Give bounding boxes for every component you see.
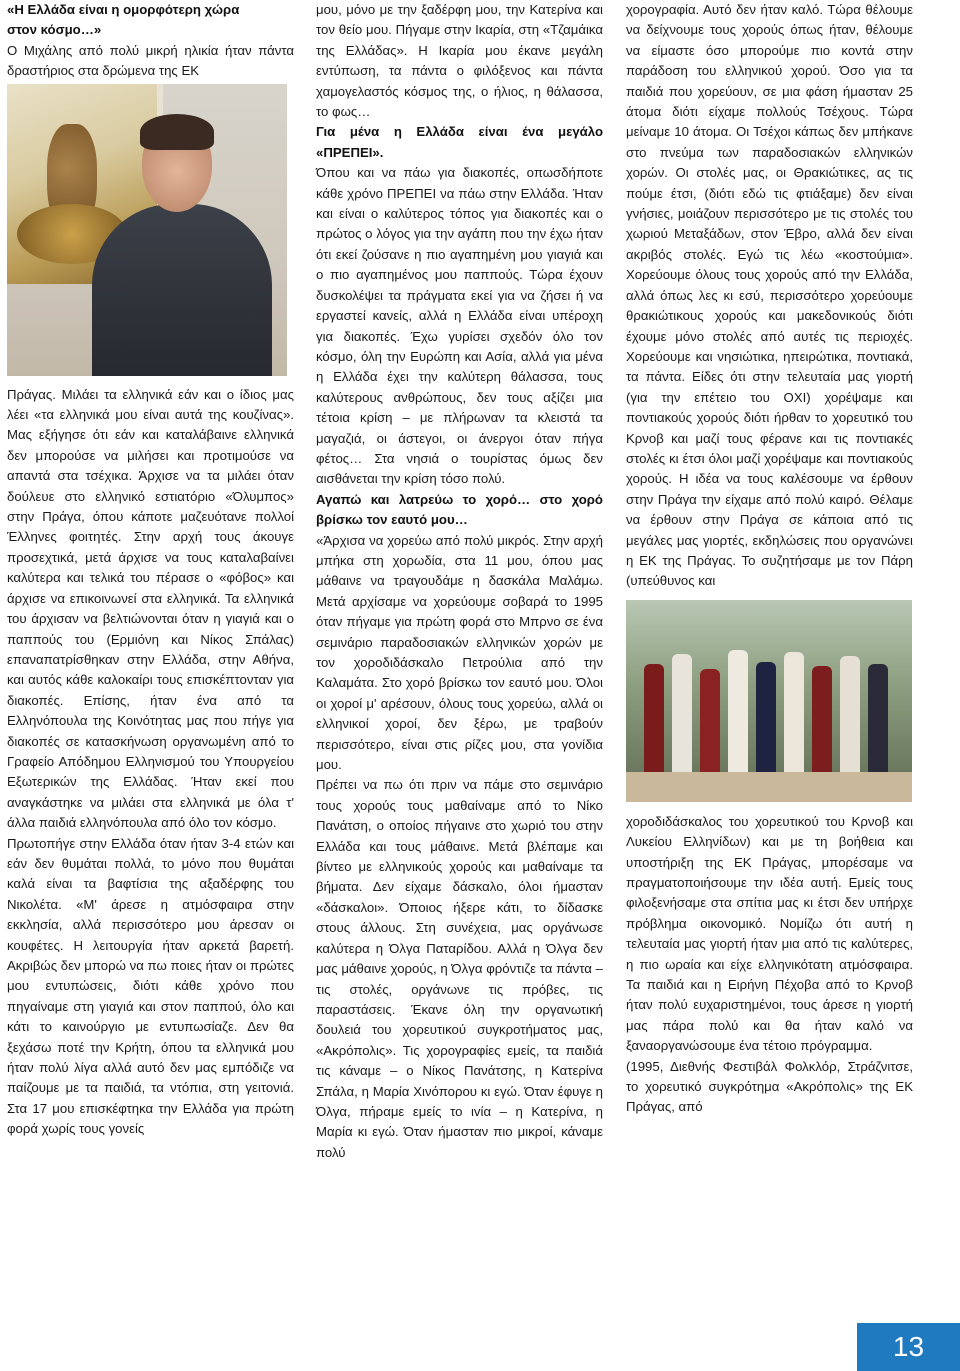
dancer-figure	[812, 666, 832, 774]
title-line-2: στον κόσμο…»	[7, 22, 102, 38]
dancer-figure	[868, 664, 888, 774]
col3-paragraph-2: χοροδιδάσκαλος του χορευτικού του Κρνοβ και Λυκείου Ελληνίδων) και με τη βοήθεια και υποστήριξη της ΕΚ Πράγας, μπορέσαμε να πραγματοποιήσουμε την ιδέα αυτή. Εμείς τους φιλοξενήσαμε στα σπίτια μας κι έτσι δεν υπήρχε πρόβλημα οικονομικό. Νομίζω ότι αυτή η τελευταία μας γιορτή ήταν μια από τις καλύτερες, η πιο ωραία και είχε ελληνικότατη ατμόσφαιρα. Τα παιδιά και η Ειρήνη Πέχοβα από το Κρνοβ ήταν πολύ ευχαριστημένοι, τους άρεσε η γιορτή μας πάρα πολύ και θα ήταν καλό να ξαναοργανώσουμε ένα τέτοιο πρόγραμμα.	[626, 813, 913, 1054]
lead-paragraph: Ο Μιχάλης από πολύ μικρή ηλικία ήταν πάντα δραστήριος στα δρώμενα της ΕΚ	[7, 42, 294, 79]
article-title	[7, 0, 294, 41]
col3-paragraph-3: (1995, Διεθνής Φεστιβάλ Φολκλόρ, Στράζνιτσε, το χορευτικό συγκρότημα «Ακρόπολις» της ΕΚ Πράγας, από	[626, 1058, 913, 1115]
stage-floor	[626, 772, 912, 802]
dancer-figure	[728, 650, 748, 774]
column-2	[316, 0, 603, 1163]
col2-paragraph-1: μου, μόνο με την ξαδέρφη μου, την Κατερίνα και τον θείο μου. Πήγαμε στην Ικαρία, στη «Τζαμάικα της Ελλάδας». Η Ικαρία μου έκανε μεγάλη εντύπωση, τα πάντα ο φιλόξενος και πάντα χαμογελαστός κόσμος της, ο ήλιος, η θάλασσα, το φως…	[316, 2, 603, 120]
col2-paragraph-4: Πρέπει να πω ότι πριν να πάμε στο σεμινάριο τους χορούς τους μαθαίναμε από το Νίκο Πανάτση, ο οποίος πήγαινε στο χωριό του στην Ελλάδα και τους μάθαινε. Μετά βλέπαμε και βίντεο με ελληνικούς χορούς και μαθαίναμε τα βήματα. Δεν είχαμε δάσκαλο, όλοι ήμασταν «δάσκαλοι». Όποιος ήξερε κάτι, το δίδασκε στους άλλους. Στη συνέχεια, μας οργάνωσε καλύτερα η Όλγα Παταρίδου. Αλλά η Όλγα δεν μας μάθαινε χορούς, η Όλγα φρόντιζε τα πάντα – τις στολές, οργάνωνε τις πρόβες, τις παραστάσεις. Έκανε όλη την οργανωτική δουλειά του χορευτικού συγκροτήματος μας, «Ακρόπολις». Τις χορογραφίες εμείς, τα παιδιά τις κάναμε – ο Νίκος Πανάτσης, η Κατερίνα Σπάλα, η Μαρία Χινόπορου κι εγώ. Όταν έφυγε η Όλγα, πήραμε εμείς το ιvία – η Κατερίνα, η Μαρία κι εγώ. Όταν ήμασταν πιο μικροί, κάναμε πολύ	[316, 777, 603, 1160]
col2-paragraph-2: Όπου και να πάω για διακοπές, οπωσδήποτε κάθε χρόνο ΠΡΕΠΕΙ να πάω στην Ελλάδα. Ήταν και είναι ο καλύτερος τόπος για διακοπές και ο πρώτος ο λόγος για την αγάπη που την έχω ήταν ότι εκεί ζούσανε η πιο αγαπημένη μου γιαγιά και ο πιο αγαπημένος μου παππούς. Τώρα έχουν δυσκολέψει τα πράγματα εκεί για να ζήσει ή να εργαστεί κανείς, αλλά η Ελλάδα είναι υπέροχη για διακοπές. Έχω γυρίσει σχεδόν όλο τον κόσμο, όλη την Ευρώπη και Ασία, αλλά για μένα η Ελλάδα έχει την καλύτερη θάλασσα, τους καλύτερους ανθρώπους, δεν τους αξίζει μια τέτοια κρίση – με πλήρωναν τα κλειστά τα μαγαζιά, οι άστεγοι, οι άνεργοι όταν πήγα φέτος… Στα νησιά ο τουρίστας όμως δεν αισθάνεται την κρίση τόσο πολύ.	[316, 165, 603, 487]
dancer-figure	[840, 656, 860, 774]
portrait-photo	[7, 84, 287, 376]
title-line-1: «Η Ελλάδα είναι η ομορφότερη χώρα	[7, 2, 240, 17]
person-hair	[140, 114, 214, 150]
column-3	[626, 0, 913, 1118]
col1-paragraph-2: Πρωτοπήγε στην Ελλάδα όταν ήταν 3-4 ετών και εάν δεν θυμάται πολλά, το μόνο που θυμάται καλά είναι τα βαφτίσια της αξαδέρφης του Νικολέτα. «Μ' άρεσε η ατμόσφαιρα στην εκκλησία, αλλά περισσότερο μου άρεσαν οι κουφέτες. Η λειτουργία ήταν αρκετά βαρετή. Ακριβώς δεν μπορώ να πω ποιες ήταν οι πρώτες μου εντυπώσεις, διότι κάθε χρόνο που πηγαίναμε στη γιαγιά και στον παππού, όλο και κάτι το καινούργιο με εντυπωσίαζε. Δεν θα ξεχάσω ποτέ την Κρήτη, όπου τα ελληνικά μου ήταν πολύ λίγα αλλά αυτό δεν μας εμπόδιζε να παίζουμε με τα παιδιά, τα ντόπια, στη γειτονιά. Στα 17 μου επισκέφτηκα την Ελλάδα για πρώτη φορά χωρίς τους γονείς	[7, 835, 294, 1137]
dancer-figure	[756, 662, 776, 774]
dancer-figure	[672, 654, 692, 774]
dancers-photo	[626, 600, 912, 802]
col2-heading-2: Αγαπώ και λατρεύω το χορό… στο χορό βρίσκω τον εαυτό μου…	[316, 491, 603, 528]
col2-heading-1: Για μένα η Ελλάδα είναι ένα μεγάλο «ΠΡΕΠΕΙ».	[316, 124, 603, 160]
page-number-badge: 13	[857, 1323, 960, 1371]
col2-paragraph-3: «Άρχισα να χορεύω από πολύ μικρός. Στην αρχή μπήκα στη χορωδία, στα 11 μου, όπου μας μάθαινε να τραγουδάμε η δασκάλα Μαλάμω. Μετά αρχίσαμε να χορεύουμε σοβαρά το 1995 όταν πήγαμε για πρώτη φορά στο Μπρνο σε ένα σεμινάριο παραδοσιακών ελληνικών χορών με τον χοροδιδάσκαλο Πετρούλια από την Καλαμάτα. Στο χορό βρίσκω τον εαυτό μου. Όλοι οι χοροί μ' αρέσουν, όλους τους χορεύω, αλλά οι ελληνικοί χοροί, δεν ξέρω, με τραβούν περισσότερο, είναι στις ρίζες μου, στα γονίδια μου.	[316, 532, 603, 773]
dancer-figure	[784, 652, 804, 774]
dancer-figure	[700, 669, 720, 774]
dancer-figure	[644, 664, 664, 774]
col3-paragraph-1: χορογραφία. Αυτό δεν ήταν καλό. Τώρα θέλουμε να δείχνουμε τους χορούς όπως ήταν, θέλουμε να είμαστε όσο μπορούμε πιο κοντά στην παράδοση του ελληνικού χορού. Όσο για τα παιδιά που χορεύουν, σε μια φάση ήμασταν 25 άτομα διότι είχαμε πολλούς Τσέχους. Τώρα μείναμε 10 άτομα. Οι Τσέχοι κάπως δεν μπήκανε στο πνεύμα των παραδοσιακών ελληνικών χορών. Οι στολές μας, οι Θρακιώτικες, ας τις πούμε έτσι, (διότι εδώ τις φτιάξαμε) δεν είναι γνήσιες, μοιάζουν περισσότερο με τις στολές του χωριού Μεταξάδων, στον Έβρο, αλλά δεν είναι ακριβός στολές. Εγώ τις λέω «κοστούμια». Χορεύουμε όλους τους χορούς από την Ελλάδα, αλλά όπως λες κι εσύ, περισσότερο χορεύουμε θρακιώτικους χορούς και μακεδονικούς διότι έχουμε μόνο στολές από αυτές τις περιοχές. Χορεύουμε και νησιώτικα, ηπειρώτικα, ποντιακά, τα πάντα. Είδες ότι στην τελευταία μας γιορτή (για την επέτειο του ΟΧΙ) χορέψαμε και ποντιακούς χορούς διότι ήρθαν το χορευτικό του Κρνοβ και μαζί τους φέρανε και τις ποντιακές στολές κι έτσι όλοι μαζί χορέψαμε και ποντιακούς χορούς. Η ιδέα να τους καλέσουμε να έρθουν στην Πράγα την είχαμε από πολύ καιρό. Θέλαμε να έρθουν στην Πράγα σε κάποια από τις μεγάλες μας γιορτές, εκδηλώσεις που οργανώνει η ΕΚ της Πράγας. Το συζητήσαμε με τον Πάρη (υπεύθυνος και	[626, 2, 913, 589]
col1-paragraph-1: Πράγας. Μιλάει τα ελληνικά εάν και ο ίδιος μας λέει «τα ελληνικά μου είναι αυτά της κουζίνας». Μας εξήγησε ότι εάν και καταλάβαινε ελληνικά δεν μπορούσε να μιλήσει και προτιμούσε να απαντά στα τσέχικα. Άρχισε να τα μιλάει όταν δούλευε στο ελληνικό εστιατόριο «Όλυμπος» στην Πράγα, όπου κάποτε μαζευότανε πολλοί Έλληνες φοιτητές. Στην αρχή τους άκουγε προσεχτικά, μετά άρχισε να τους καταλαβαίνει καλύτερα και τελικά του πέρασε ο «φόβος» και άρχισε να επικοινωνεί στα ελληνικά. Τα ελληνικά του άρχισαν να βελτιώνονται όταν η γιαγιά και ο παππούς του (Ερμιόνη και Νίκος Σπάλας) επαναπατρίσθηκαν στην Ελλάδα, στην Αθήνα, και αυτός κάθε καλοκαίρι τους επισκέπτονταν για διακοπές. Επίσης, ήταν ένα από τα Ελληνόπουλα της Κοινότητας μας που πήγε για διακοπές σε κατασκήνωση οργανωμένη από το Γραφείο Απόδημου Ελληνισμού του Υπουργείου Εξωτερικών της Ελλάδας. Ήταν εκεί που αναγκάστηκε να μιλάει στα ελληνικά με όλα τ' άλλα παιδιά ελληνόπουλα από όλο τον κόσμο.	[7, 386, 294, 831]
column-1	[7, 0, 294, 1140]
person-torso	[92, 204, 272, 376]
